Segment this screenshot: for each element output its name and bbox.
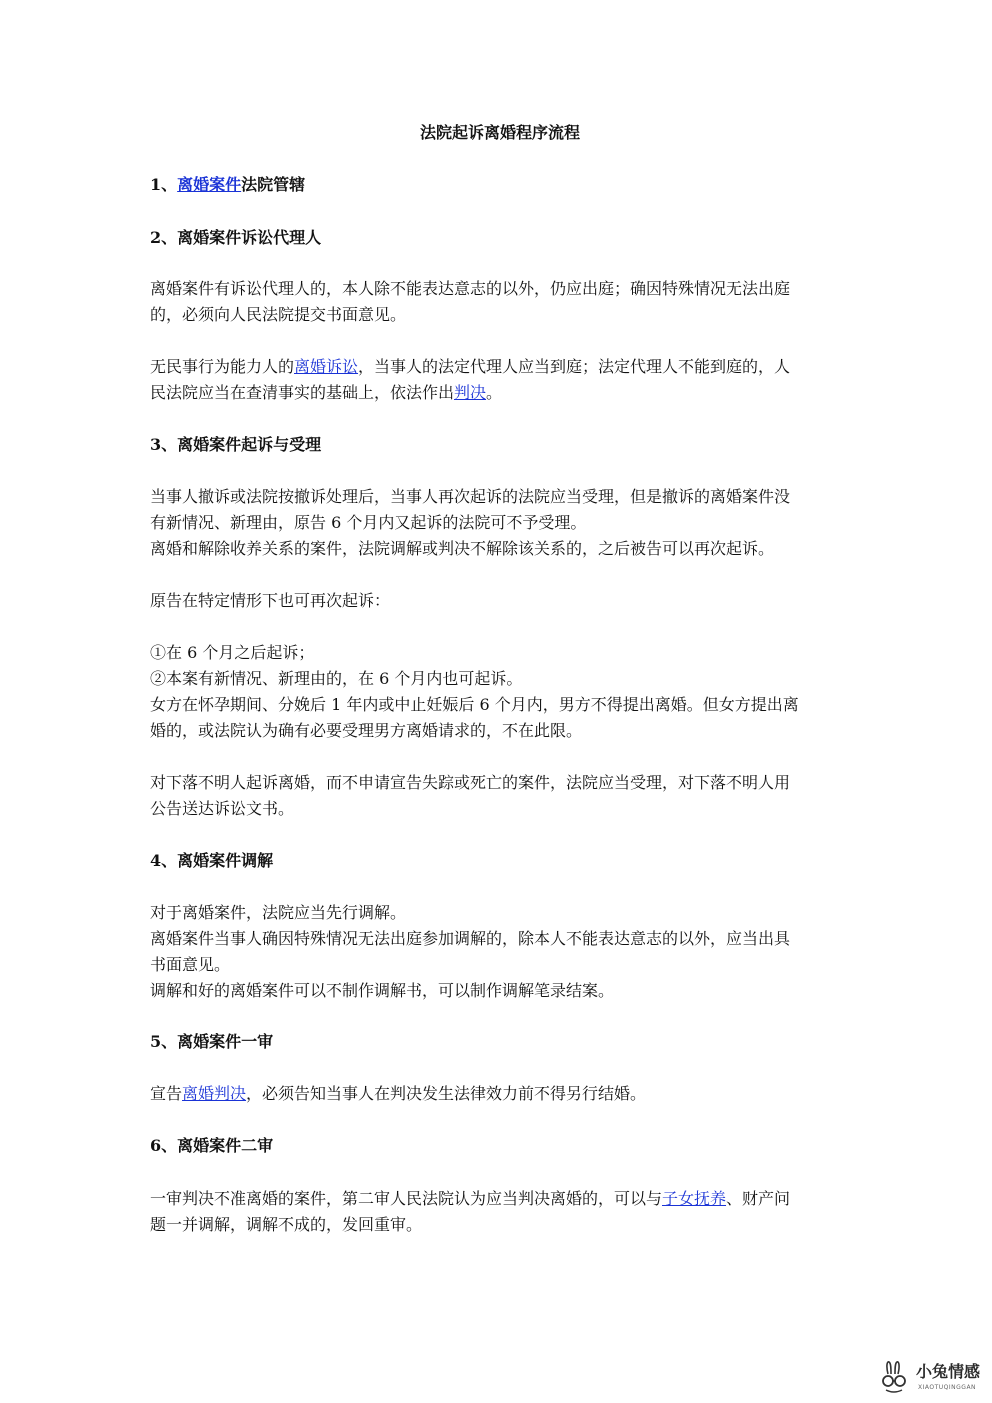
paragraph-line: 对下落不明人起诉离婚，而不申请宣告失踪或死亡的案件，法院应当受理，对下落不明人用 <box>150 773 791 792</box>
paragraph-6 <box>150 1186 845 1238</box>
logo-subtext: XIAOTUQINGGAN <box>918 1384 977 1391</box>
paragraph-line <box>150 354 845 380</box>
section-5-heading: 5、离婚案件一审 <box>150 1032 274 1051</box>
paragraph-line: 离婚和解除收养关系的案件，法院调解或判决不解除该关系的，之后被告可以再次起诉。 <box>150 539 775 558</box>
paragraph-line: 的，必须向人民法院提交书面意见。 <box>150 305 407 324</box>
text-run: 民法院应当在查清事实的基础上，依法作出 <box>150 383 455 402</box>
paragraph-line: 有新情况、新理由，原告 6 个月内又起诉的法院可不予受理。 <box>150 513 587 532</box>
paragraph-3d <box>150 770 845 822</box>
section-1-heading <box>150 173 305 197</box>
paragraph-3c <box>150 640 845 744</box>
link-judgment[interactable]: 判决 <box>454 383 487 402</box>
paragraph-line <box>150 380 845 406</box>
text-run: ，必须告知当事人在判决发生法律效力前不得另行结婚。 <box>246 1084 647 1103</box>
link-child-custody[interactable]: 子女抚养 <box>662 1189 727 1208</box>
paragraph-line: 当事人撤诉或法院按撤诉处理后，当事人再次起诉的法院应当受理，但是撤诉的离婚案件没 <box>150 487 791 506</box>
section-4-heading: 4、离婚案件调解 <box>150 851 274 870</box>
paragraph-2a <box>150 276 845 328</box>
text-run: 、财产问 <box>726 1189 791 1208</box>
section-2-heading: 2、离婚案件诉讼代理人 <box>150 228 322 247</box>
paragraph-5 <box>150 1081 845 1107</box>
paragraph-3b <box>150 588 845 614</box>
paragraph-line: 对于离婚案件，法院应当先行调解。 <box>150 903 407 922</box>
paragraph-line <box>150 1186 845 1212</box>
page-title: 法院起诉离婚程序流程 <box>419 123 580 142</box>
section-1-title-rest: 法院管辖 <box>241 175 306 194</box>
paragraph-line: 题一并调解，调解不成的，发回重审。 <box>150 1215 423 1234</box>
text-run: 宣告 <box>150 1084 183 1103</box>
paragraph-line: 调解和好的离婚案件可以不制作调解书，可以制作调解笔录结案。 <box>150 981 615 1000</box>
text-run: 一审判决不准离婚的案件，第二审人民法院认为应当判决离婚的，可以与 <box>150 1189 663 1208</box>
paragraph-line <box>150 1081 845 1107</box>
text-run: 。 <box>486 383 503 402</box>
paragraph-line: 书面意见。 <box>150 955 231 974</box>
paragraph-line: 公告送达诉讼文书。 <box>150 799 295 818</box>
logo-text: 小兔情感 <box>916 1362 981 1381</box>
paragraph-3a <box>150 484 845 562</box>
text-run: 无民事行为能力人的 <box>150 357 295 376</box>
paragraph-2b <box>150 354 845 406</box>
link-divorce-litigation[interactable]: 离婚诉讼 <box>294 357 359 376</box>
link-divorce-judgment[interactable]: 离婚判决 <box>182 1084 247 1103</box>
paragraph-line: ①在 6 个月之后起诉； <box>150 643 315 662</box>
paragraph-line: ②本案有新情况、新理由的，在 6 个月内也可起诉。 <box>150 669 523 688</box>
section-1-number: 1、 <box>150 175 178 194</box>
text-run: ，当事人的法定代理人应当到庭；法定代理人不能到庭的，人 <box>358 357 791 376</box>
section-6-heading: 6、离婚案件二审 <box>150 1136 274 1155</box>
paragraph-line: 女方在怀孕期间、分娩后 1 年内或中止妊娠后 6 个月内，男方不得提出离婚。但女方提出离 <box>150 695 799 714</box>
paragraph-4 <box>150 900 845 1004</box>
section-3-heading: 3、离婚案件起诉与受理 <box>150 435 322 454</box>
paragraph-line: 原告在特定情形下也可再次起诉： <box>150 591 391 610</box>
link-divorce-cases[interactable]: 离婚案件 <box>177 175 242 194</box>
watermark-logo <box>876 1360 986 1396</box>
paragraph-line: 离婚案件有诉讼代理人的，本人除不能表达意志的以外，仍应出庭；确因特殊情况无法出庭 <box>150 279 791 298</box>
paragraph-line: 离婚案件当事人确因特殊情况无法出庭参加调解的，除本人不能表达意志的以外，应当出具 <box>150 929 791 948</box>
rabbit-glasses-icon <box>876 1360 912 1396</box>
paragraph-line: 婚的，或法院认为确有必要受理男方离婚请求的，不在此限。 <box>150 721 583 740</box>
